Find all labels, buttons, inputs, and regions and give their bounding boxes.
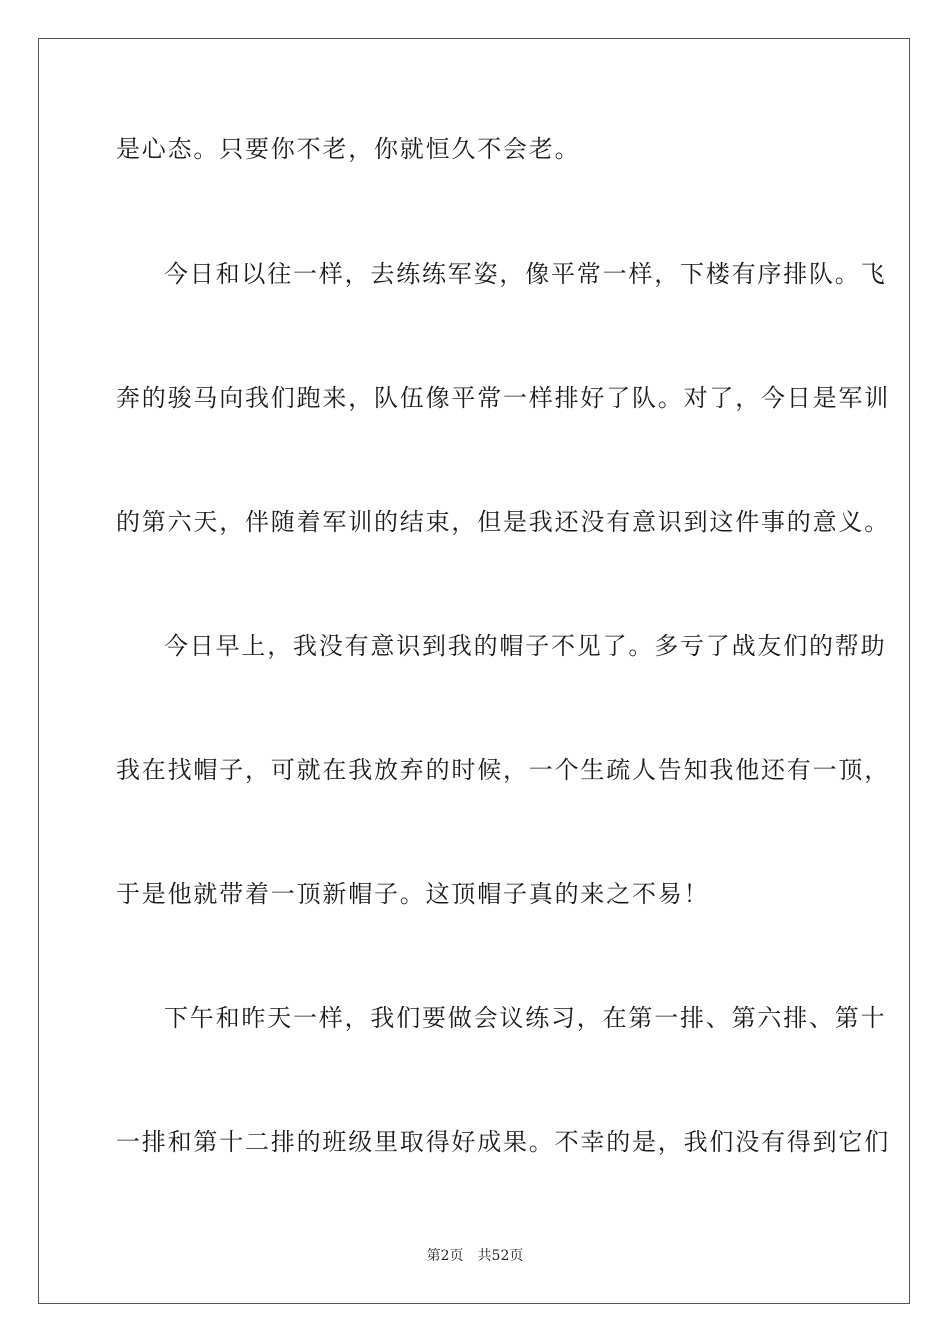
page-number: 第2页 xyxy=(426,1248,464,1264)
text-line: 是心态。只要你不老，你就恒久不会老。 xyxy=(116,135,581,163)
page-footer xyxy=(0,1247,950,1265)
text-line: 我在找帽子，可就在我放弃的时候，一个生疏人告知我他还有一顶， xyxy=(116,756,890,784)
paragraph-first-line: 今日和以往一样，去练练军姿，像平常一样，下楼有序排队。飞 xyxy=(164,260,887,288)
text-line: 于是他就带着一顶新帽子。这顶帽子真的来之不易！ xyxy=(116,880,710,908)
text-line: 奔的骏马向我们跑来，队伍像平常一样排好了队。对了，今日是军训 xyxy=(116,384,890,412)
page-total: 共52页 xyxy=(477,1248,524,1264)
text-line: 一排和第十二排的班级里取得好成果。不幸的是，我们没有得到它们 xyxy=(116,1128,890,1156)
paragraph-first-line: 下午和昨天一样，我们要做会议练习，在第一排、第六排、第十 xyxy=(164,1004,887,1032)
text-line: 的第六天，伴随着军训的结束，但是我还没有意识到这件事的意义。 xyxy=(116,508,890,536)
paragraph-first-line: 今日早上，我没有意识到我的帽子不见了。多亏了战友们的帮助 xyxy=(164,632,887,660)
page-border xyxy=(38,38,910,1304)
